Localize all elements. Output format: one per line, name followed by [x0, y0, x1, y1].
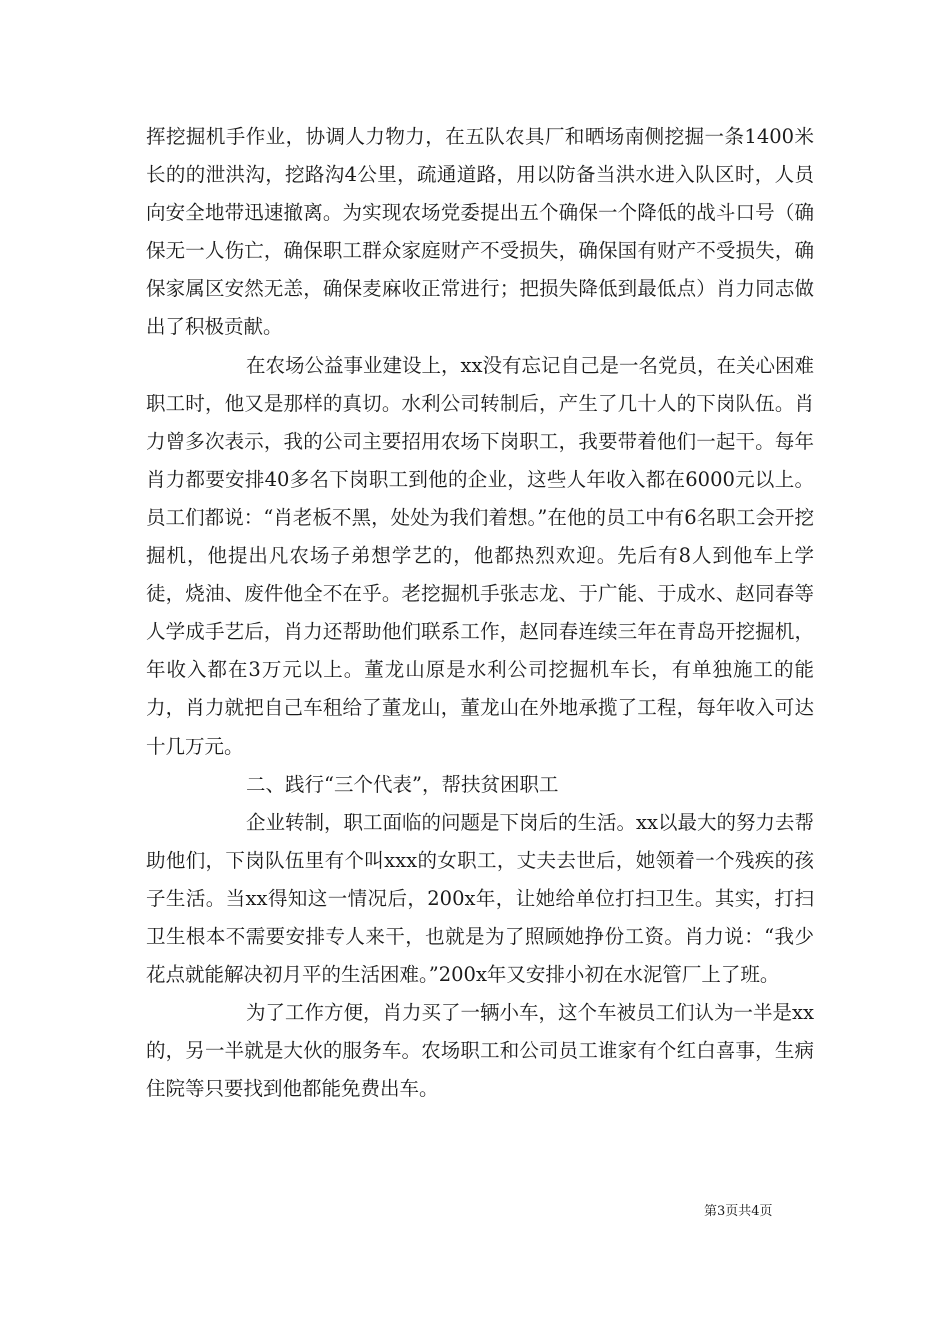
- document-body: [146, 118, 814, 1108]
- paragraph-public-welfare: 在农场公益事业建设上，xx没有忘记自己是一名党员，在关心困难职工时，他又是那样的真切。水利公司转制后，产生了几十人的下岗队伍。肖力曾多次表示，我的公司主要招用农场下岗职工，我要带着他们一起干。每年肖力都要安排40多名下岗职工到他的企业，这些人年收入都在6000元以上。员工们都说：“肖老板不黑，处处为我们着想。”在他的员工中有6名职工会开挖掘机，他提出凡农场子弟想学艺的，他都热烈欢迎。先后有8人到他车上学徒，烧油、废件他全不在乎。老挖掘机手张志龙、于广能、于成水、赵同春等人学成手艺后，肖力还帮助他们联系工作，赵同春连续三年在青岛开挖掘机，年收入都在3万元以上。董龙山原是水利公司挖掘机车长，有单独施工的能力，肖力就把自己车租给了董龙山，董龙山在外地承揽了工程，每年收入可达十几万元。: [146, 353, 814, 758]
- paragraph-service-car: 为了工作方便，肖力买了一辆小车，这个车被员工们认为一半是xx的，另一半就是大伙的服务车。农场职工和公司员工谁家有个红白喜事，生病住院等只要找到他都能免费出车。: [146, 1001, 814, 1101]
- paragraph-flood-prevention: 挥挖掘机手作业，协调人力物力，在五队农具厂和晒场南侧挖掘一条1400米长的的泄洪沟，挖路沟4公里，疏通道路，用以防备当洪水进入队区时，人员向安全地带迅速撤离。为实现农场党委提出五个确保一个降低的战斗口号（确保无一人伤亡，确保职工群众家庭财产不受损失，确保国有财产不受损失，确保家属区安然无恙，确保麦麻收正常进行；把损失降低到最低点）肖力同志做出了积极贡献。: [146, 125, 814, 339]
- page-number-footer: 第3页共4页: [704, 1204, 773, 1219]
- paragraph-laid-off-workers: 企业转制，职工面临的问题是下岗后的生活。xx以最大的努力去帮助他们，下岗队伍里有个叫xxx的女职工，丈夫去世后，她领着一个残疾的孩子生活。当xx得知这一情况后，200x年，让她给单位打扫卫生。其实，打扫卫生根本不需要安排专人来干，也就是为了照顾她挣份工资。肖力说：“我少花点就能解决初月平的生活困难。”200x年又安排小初在水泥管厂上了班。: [146, 810, 814, 987]
- section-heading-three-represents: 二、践行“三个代表”，帮扶贫困职工: [246, 772, 559, 796]
